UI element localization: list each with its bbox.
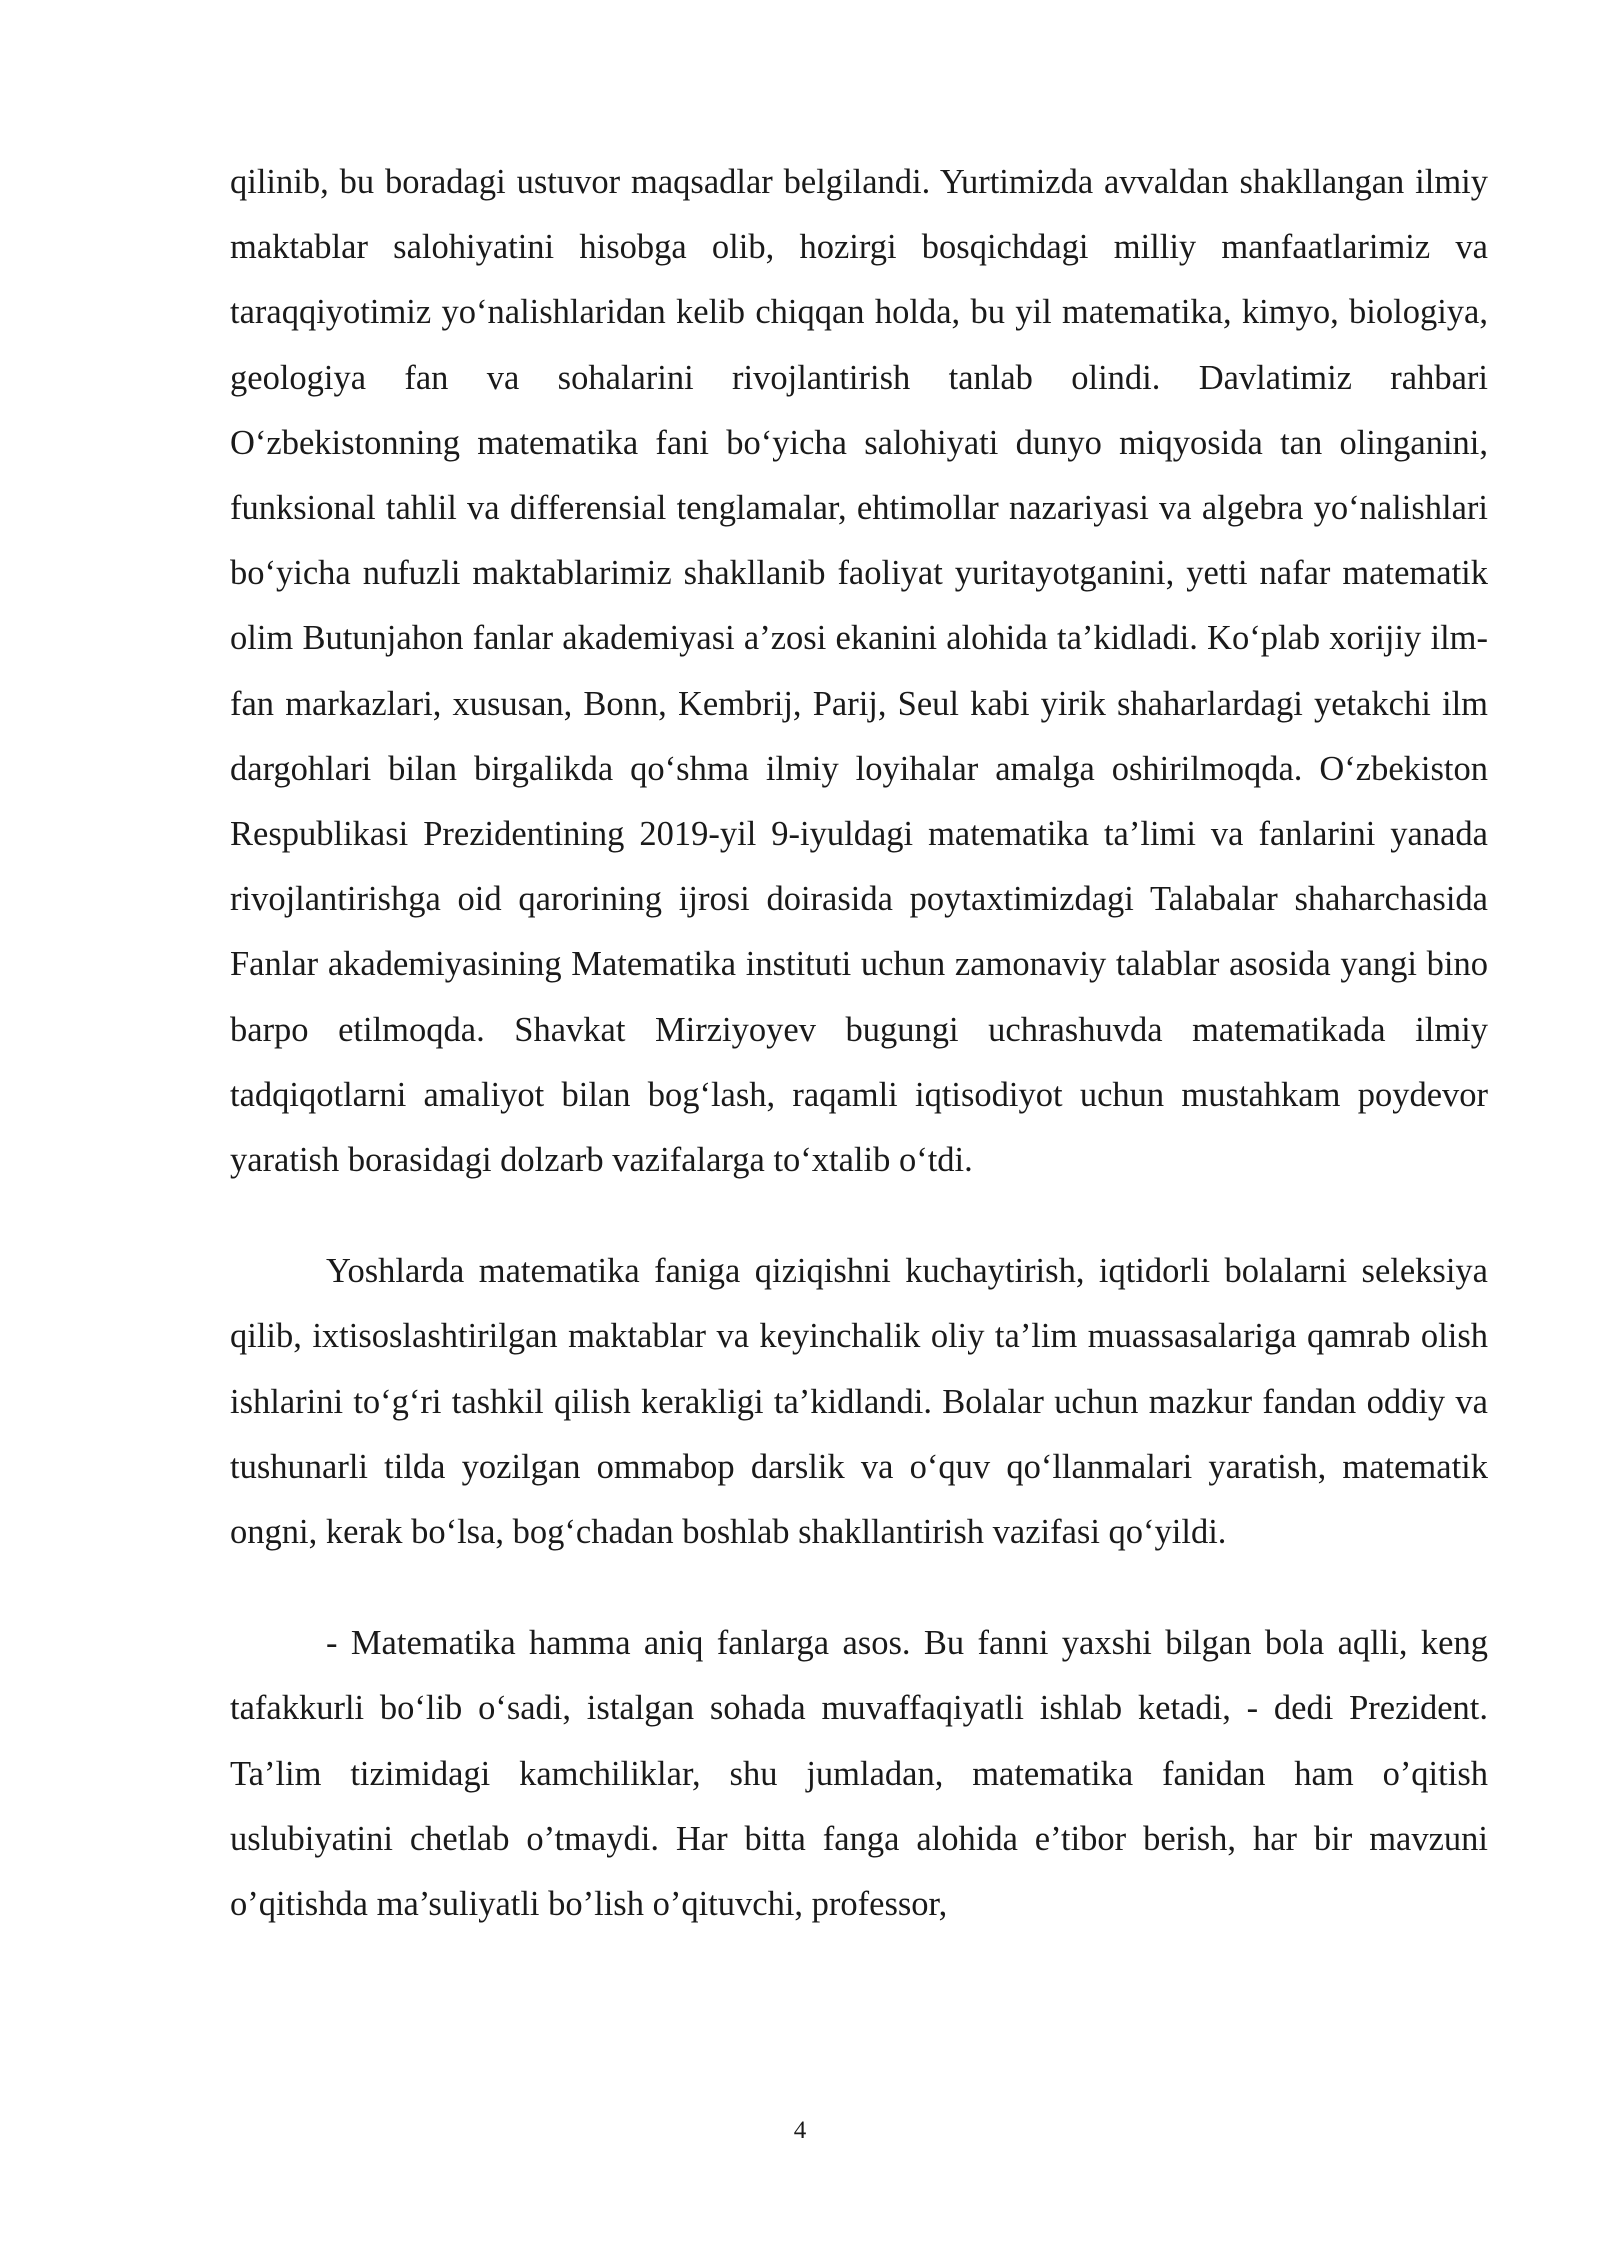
document-page: [230, 150, 1488, 1937]
paragraph-1: qilinib, bu boradagi ustuvor maqsadlar belgilandi. Yurtimizda avvaldan shakllangan ilmiy maktablar salohiyatini hisobga olib, hozirgi bosqichdagi milliy manfaatlarimiz va taraqqiyotimiz yo‘nalishlaridan kelib chiqqan holda, bu yil matematika, kimyo, biologiya, geologiya fan va sohalarini rivojlantirish tanlab olindi. Davlatimiz rahbari O‘zbekistonning matematika fani bo‘yicha salohiyati dunyo miqyosida tan olinganini, funksional tahlil va differensial tenglamalar, ehtimollar nazariyasi va algebra yo‘nalishlari bo‘yicha nufuzli maktablarimiz shakllanib faoliyat yuritayotganini, yetti nafar matematik olim Butunjahon fanlar akademiyasi a’zosi ekanini alohida ta’kidladi. Ko‘plab xorijiy ilm-fan markazlari, xususan, Bonn, Kembrij, Parij, Seul kabi yirik shaharlardagi yetakchi ilm dargohlari bilan birgalikda qo‘shma ilmiy loyihalar amalga oshirilmoqda. O‘zbekiston Respublikasi Prezidentining 2019-yil 9-iyuldagi matematika ta’limi va fanlarini yanada rivojlantirishga oid qarorining ijrosi doirasida poytaxtimizdagi Talabalar shaharchasida Fanlar akademiyasining Matematika instituti uchun zamonaviy talablar asosida yangi bino barpo etilmoqda. Shavkat Mirziyoyev bugungi uchrashuvda matematikada ilmiy tadqiqotlarni amaliyot bilan bog‘lash, raqamli iqtisodiyot uchun mustahkam poydevor yaratish borasidagi dolzarb vazifalarga to‘xtalib o‘tdi.: [230, 163, 1488, 1180]
page-number: 4: [793, 2117, 807, 2144]
paragraph-3: - Matematika hamma aniq fanlarga asos. Bu fanni yaxshi bilgan bola aqlli, keng tafakkurli bo‘lib o‘sadi, istalgan sohada muvaffaqiyatli ishlab ketadi, - dedi Prezident. Ta’lim tizimidagi kamchiliklar, shu jumladan, matematika fanidan ham o’qitish uslubiyatini chetlab o’tmaydi. Har bitta fanga alohida e’tibor berish, har bir mavzuni o’qitishda ma’suliyatli bo’lish o’qituvchi, professor,: [230, 1624, 1488, 1924]
paragraph-2: Yoshlarda matematika faniga qiziqishni kuchaytirish, iqtidorli bolalarni seleksiya qilib, ixtisoslashtirilgan maktablar va keyinchalik oliy ta’lim muassasalariga qamrab olish ishlarini to‘g‘ri tashkil qilish kerakligi ta’kidlandi. Bolalar uchun mazkur fandan oddiy va tushunarli tilda yozilgan ommabop darslik va o‘quv qo‘llanmalari yaratish, matematik ongni, kerak bo‘lsa, bog‘chadan boshlab shakllantirish vazifasi qo‘yildi.: [230, 1252, 1488, 1552]
